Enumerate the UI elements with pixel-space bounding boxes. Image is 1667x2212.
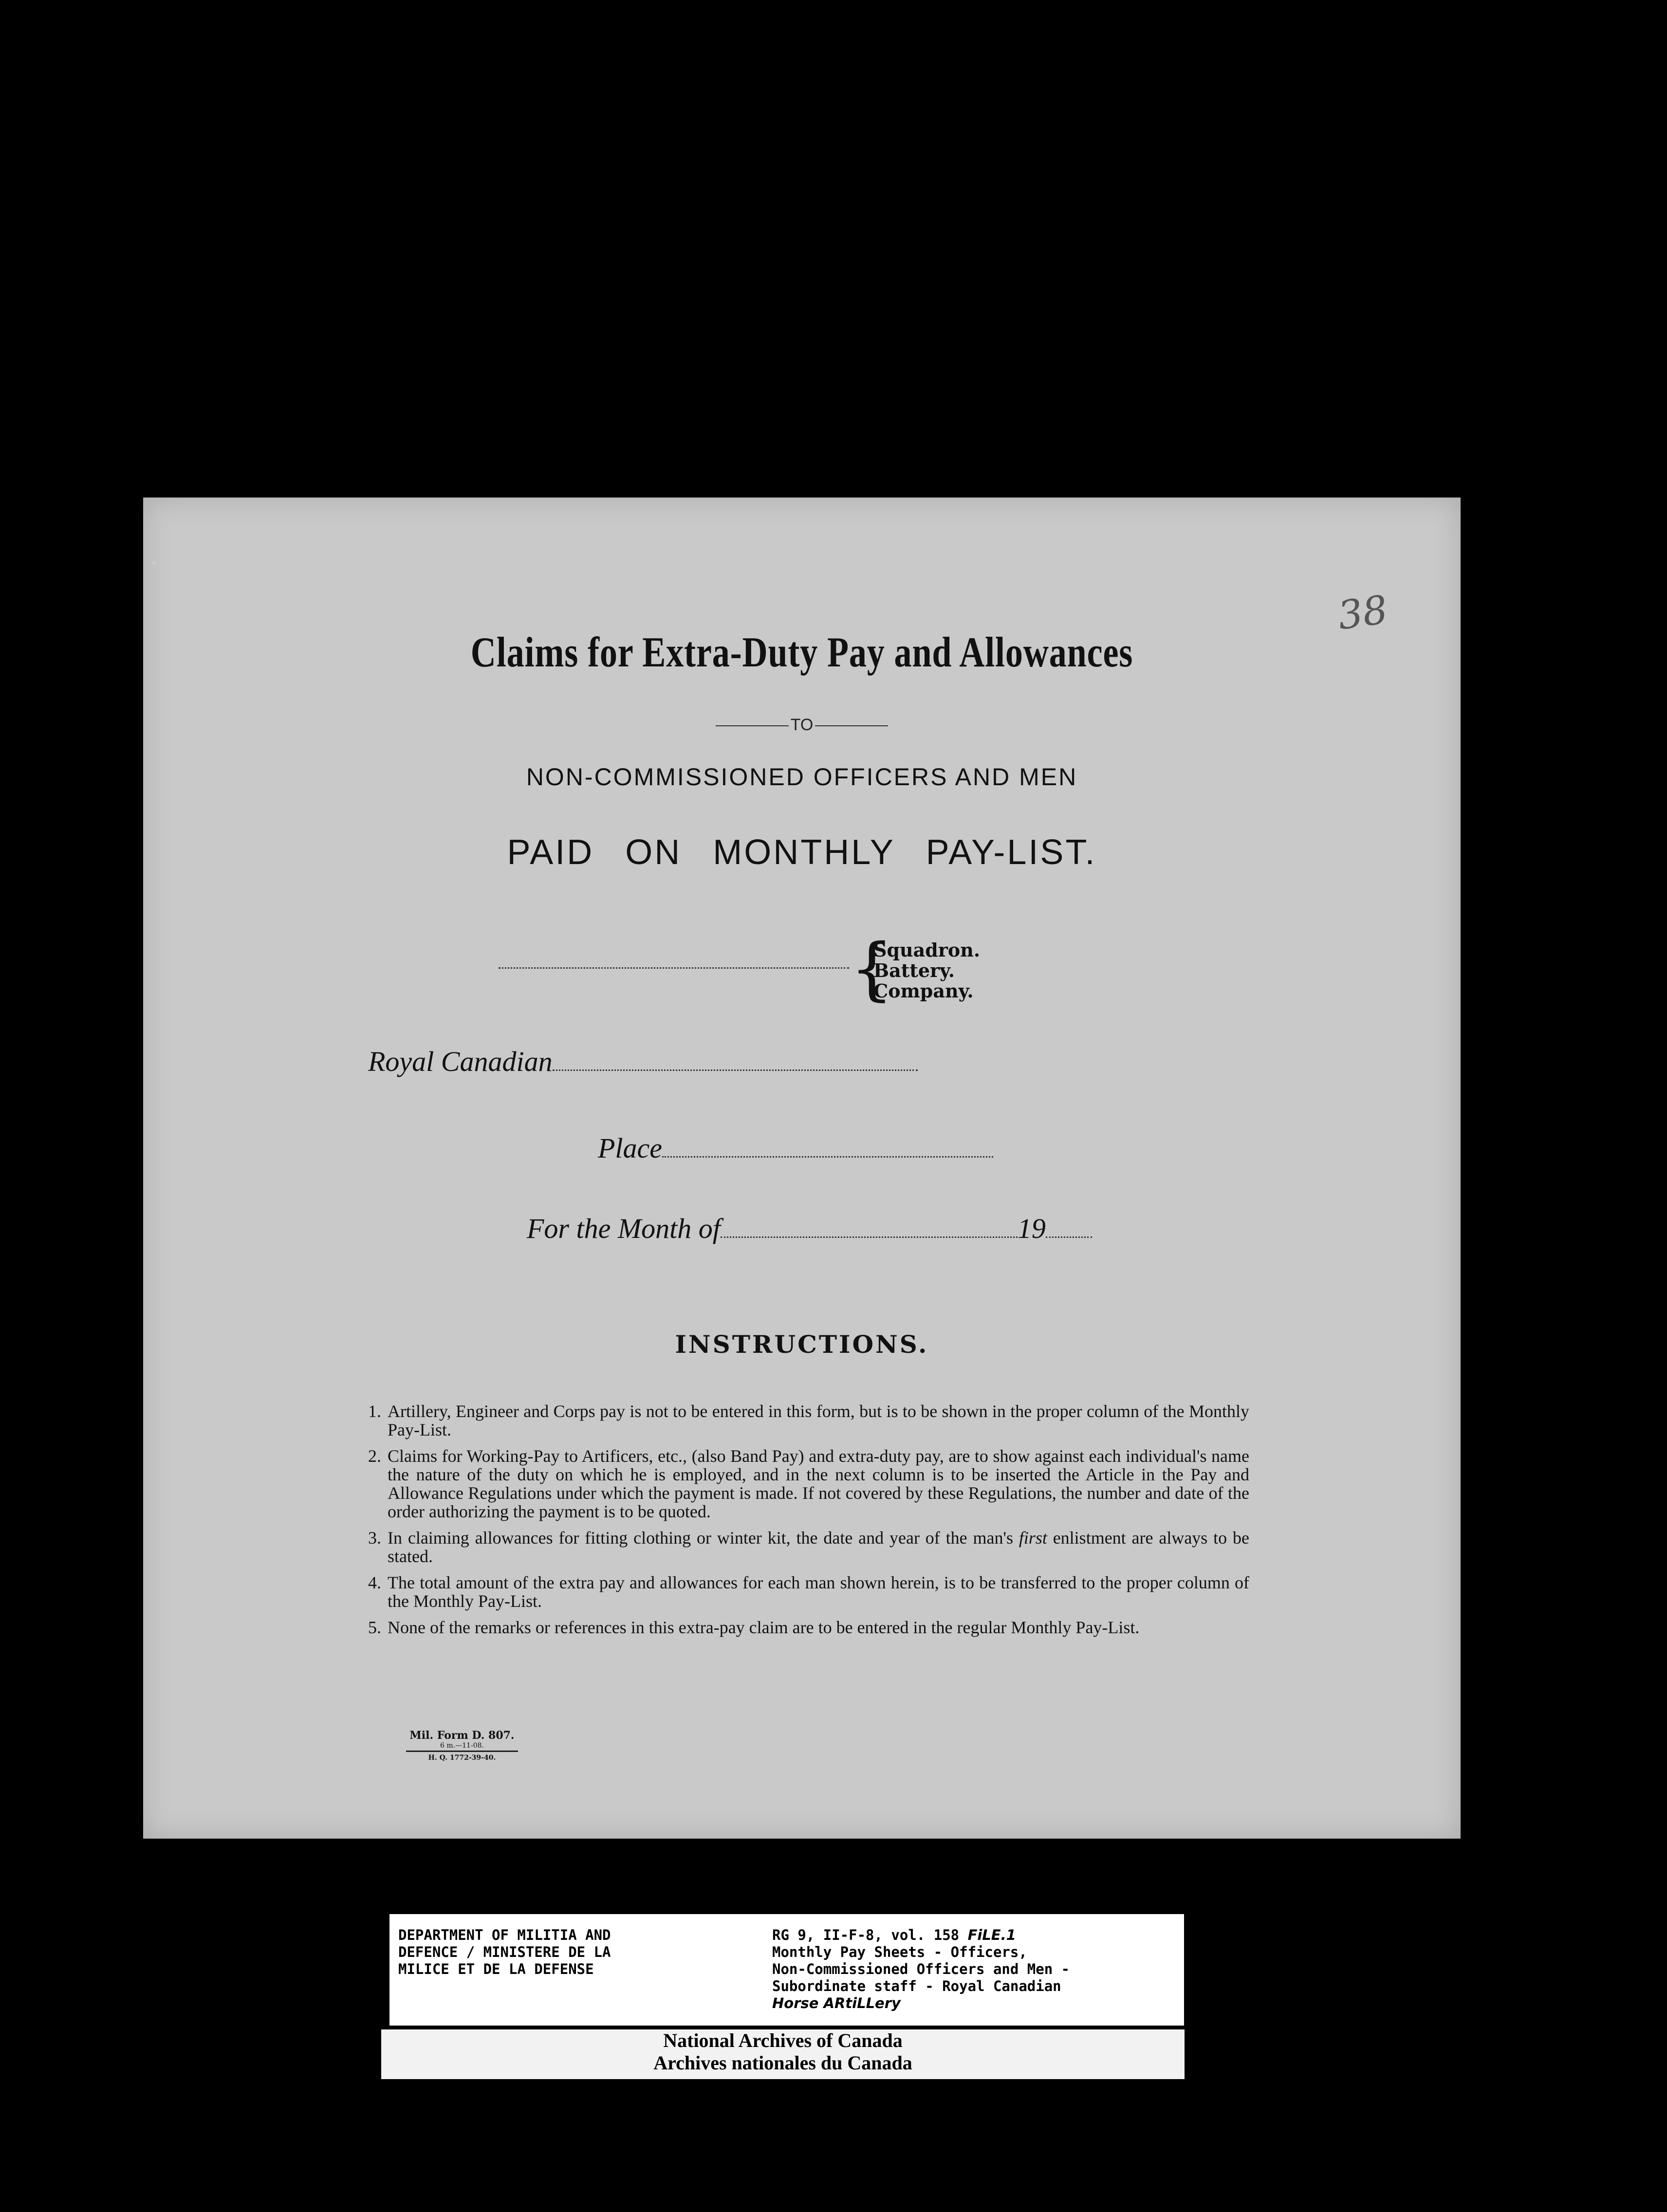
department-line: DEFENCE / MINISTERE DE LA bbox=[398, 1944, 611, 1960]
year-prefix: 19 bbox=[1017, 1213, 1046, 1244]
department-line: DEPARTMENT OF MILITIA AND bbox=[398, 1927, 611, 1943]
archive-label bbox=[389, 1914, 1184, 2026]
instruction-text: In claiming allowances for fitting clothing or winter kit, the date and year of the man's bbox=[388, 1528, 1019, 1548]
instruction-text: Artillery, Engineer and Corps pay is not to be entered in this form, but is to be shown in the proper column of the Monthly Pay-List. bbox=[388, 1401, 1249, 1439]
dust-speck bbox=[1349, 545, 1352, 548]
to-rule-left bbox=[716, 725, 789, 726]
subtitle-nco: NON-COMMISSIONED OFFICERS AND MEN bbox=[526, 763, 1078, 791]
instruction-number: 4. bbox=[368, 1573, 381, 1592]
instruction-text-cont: enlistment are always to be stated. bbox=[388, 1528, 1249, 1566]
description-line: Subordinate staff - Royal Canadian bbox=[772, 1978, 1061, 1994]
department-text bbox=[398, 1927, 611, 1978]
record-reference bbox=[772, 1927, 1070, 2012]
page-number-handwritten: 38 bbox=[1335, 587, 1390, 639]
instruction-number: 3. bbox=[368, 1528, 381, 1548]
instruction-number: 1. bbox=[368, 1401, 381, 1421]
description-handwritten: Horse ARtiLLery bbox=[772, 1995, 901, 2011]
instruction-text: Claims for Working-Pay to Artificers, etc., (also Band Pay) and extra-duty pay, are to show against each individual's name the nature of the duty on which he is employed, and in the next column is to be inserted the Article in the Pay and Allowance Regulations under which the payment is made. If not covered by these Regulations, the number and date of the order authorizing the payment is to be quoted. bbox=[388, 1446, 1249, 1521]
hq-reference: H. Q. 1772-39-40. bbox=[428, 1754, 496, 1762]
instruction-item bbox=[368, 1573, 1249, 1610]
to-line bbox=[143, 716, 1461, 735]
unit-option-battery: Battery. bbox=[873, 959, 955, 981]
royal-canadian-label: Royal Canadian bbox=[368, 1046, 553, 1077]
unit-field bbox=[499, 929, 985, 1009]
royal-canadian-field bbox=[368, 1045, 918, 1078]
form-sheet bbox=[143, 498, 1461, 1839]
form-number: Mil. Form D. 807. bbox=[409, 1729, 515, 1742]
to-label: TO bbox=[790, 716, 814, 734]
to-rule-right bbox=[815, 725, 888, 726]
instruction-text: None of the remarks or references in this extra-pay claim are to be entered in the regular Monthly Pay-List. bbox=[388, 1618, 1140, 1637]
description-line: Monthly Pay Sheets - Officers, bbox=[772, 1944, 1027, 1960]
dust-speck bbox=[152, 561, 156, 565]
unit-option-squadron: Squadron. bbox=[873, 939, 981, 961]
month-blank bbox=[721, 1236, 1018, 1238]
form-title: Claims for Extra-Duty Pay and Allowances bbox=[470, 629, 1133, 676]
month-label: For the Month of bbox=[527, 1213, 721, 1244]
nac-stamp bbox=[381, 2029, 1185, 2079]
place-field bbox=[598, 1132, 993, 1164]
instruction-item bbox=[368, 1529, 1249, 1566]
unit-blank-line bbox=[499, 967, 849, 969]
unit-options bbox=[873, 940, 980, 1001]
royal-canadian-blank bbox=[553, 1069, 918, 1071]
reference-typed: RG 9, II-F-8, vol. 158 bbox=[772, 1927, 960, 1943]
instruction-item bbox=[368, 1447, 1249, 1521]
instructions-list bbox=[368, 1402, 1249, 1644]
reference-line bbox=[772, 1927, 1070, 1944]
instruction-number: 5. bbox=[368, 1618, 381, 1637]
place-label: Place bbox=[598, 1132, 663, 1164]
year-blank bbox=[1046, 1236, 1092, 1238]
unit-option-company: Company. bbox=[873, 980, 974, 1002]
instruction-item bbox=[368, 1618, 1249, 1637]
nac-french: Archives nationales du Canada bbox=[653, 2052, 912, 2074]
instruction-emphasis: first bbox=[1019, 1528, 1047, 1548]
instruction-number: 2. bbox=[368, 1446, 381, 1466]
description-line: Non-Commissioned Officers and Men - bbox=[772, 1961, 1070, 1977]
department-line: MILICE ET DE LA DEFENSE bbox=[398, 1961, 594, 1977]
reference-handwritten: FiLE.1 bbox=[967, 1927, 1016, 1943]
place-blank bbox=[662, 1156, 993, 1158]
form-number-block bbox=[406, 1729, 518, 1762]
paid-monthly-heading: PAID ON MONTHLY PAY-LIST. bbox=[507, 833, 1097, 872]
instruction-text: The total amount of the extra pay and allowances for each man shown herein, is to be transferred to the proper column of the Monthly Pay-List. bbox=[388, 1573, 1249, 1611]
brace-icon: { bbox=[850, 929, 894, 1009]
instruction-item bbox=[368, 1402, 1249, 1439]
print-run: 6 m.—11-08. bbox=[406, 1742, 518, 1752]
instructions-heading: INSTRUCTIONS. bbox=[675, 1330, 929, 1359]
month-field bbox=[527, 1212, 1092, 1245]
nac-english: National Archives of Canada bbox=[663, 2029, 903, 2051]
